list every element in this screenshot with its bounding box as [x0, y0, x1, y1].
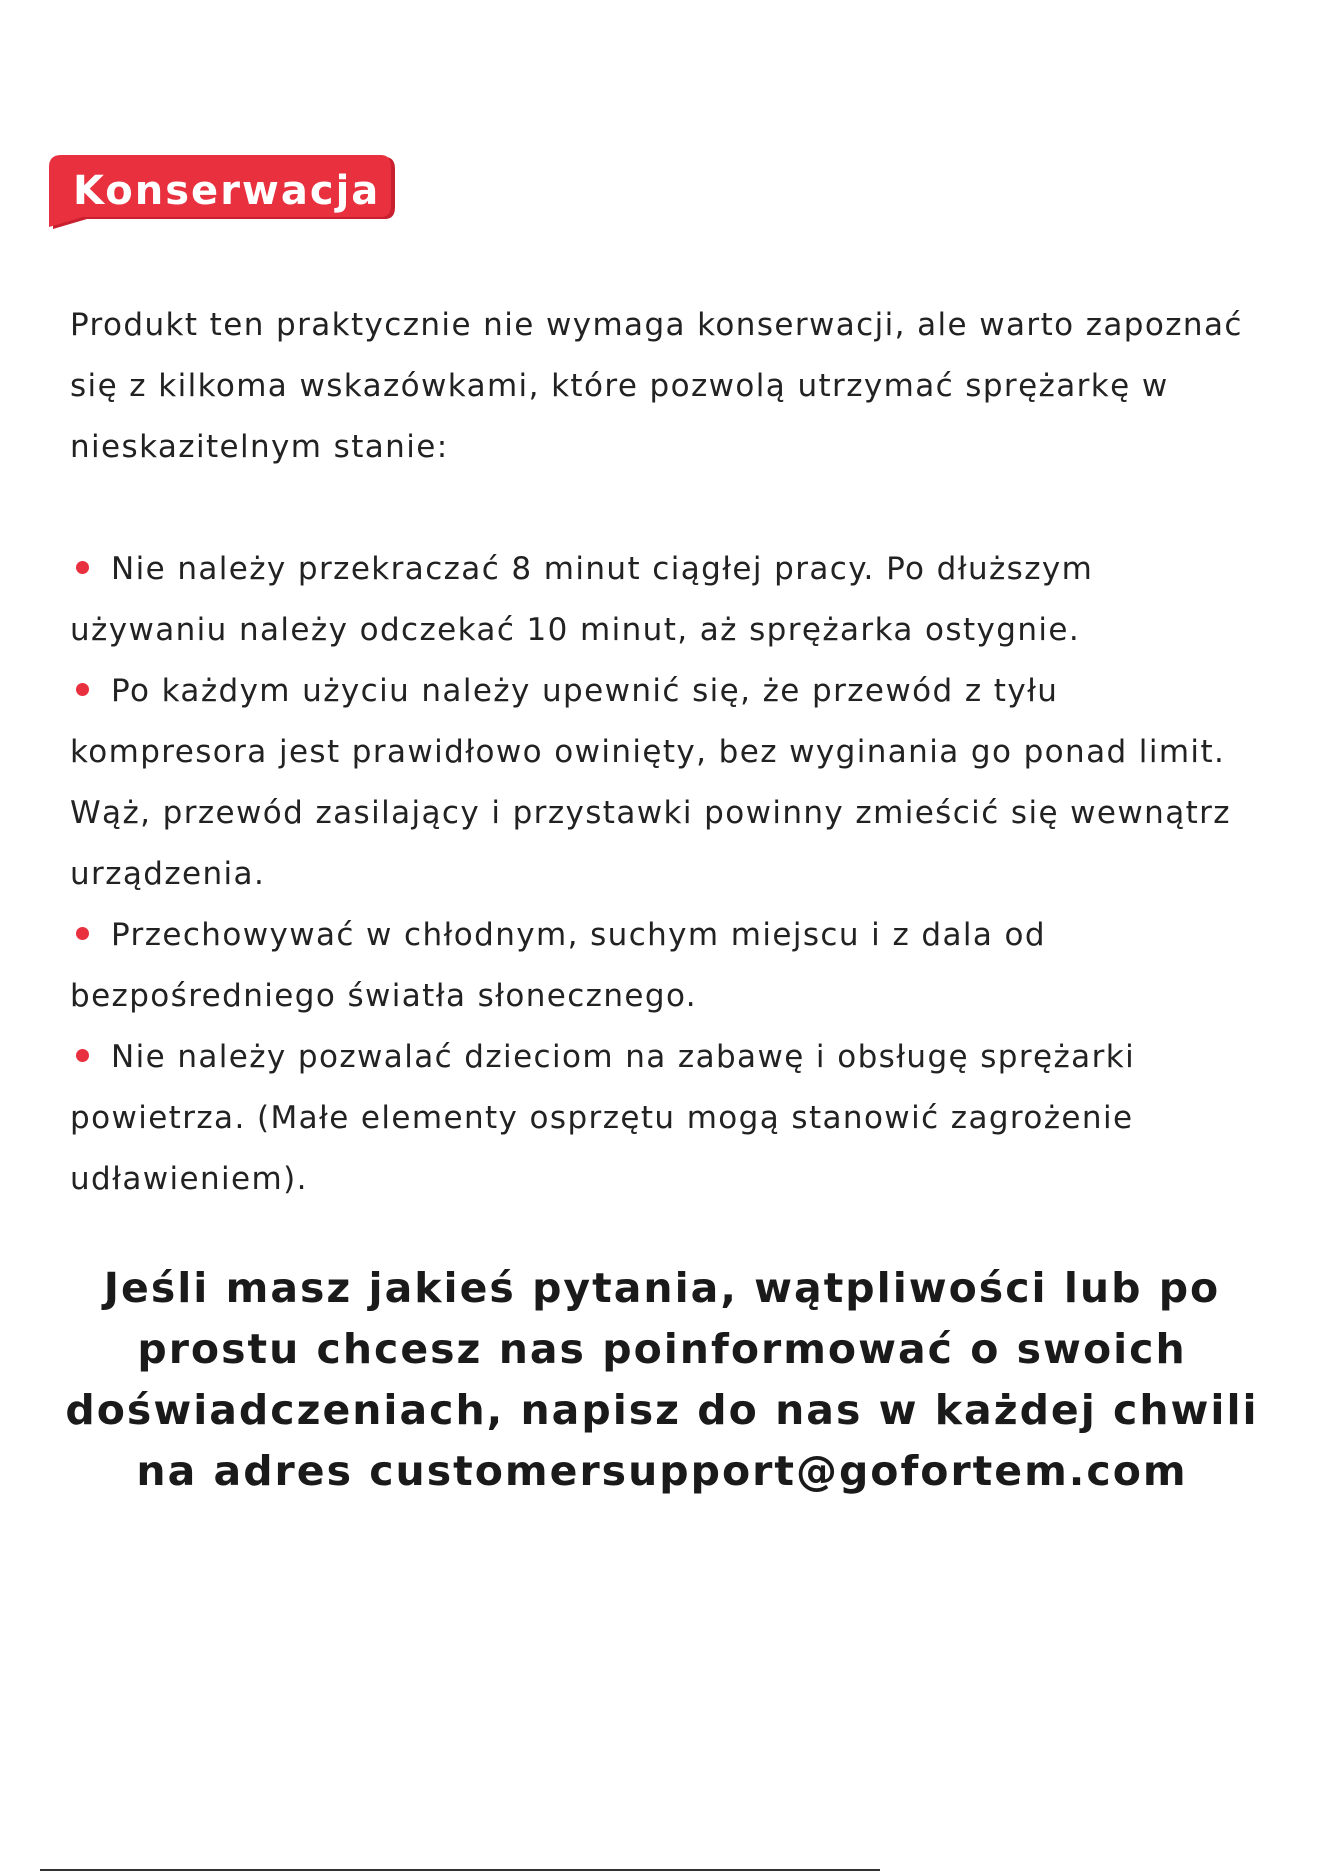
list-item	[70, 539, 1260, 661]
bullet-dot-icon	[76, 927, 89, 940]
maintenance-content	[70, 295, 1260, 1210]
bullet-dot-icon	[76, 1049, 89, 1062]
section-title-tag	[47, 155, 397, 230]
bullet-dot-icon	[76, 561, 89, 574]
page-divider	[40, 1869, 880, 1871]
section-title: Konserwacja	[73, 168, 381, 214]
list-item-text: Nie należy pozwalać dzieciom na zabawę i obsługę sprężarki powietrza. (Małe elementy osprzętu mogą stanowić zagrożenie udławieniem).	[70, 1039, 1136, 1197]
intro-paragraph: Produkt ten praktycznie nie wymaga konserwacji, ale warto zapoznać się z kilkoma wskazówkami, które pozwolą utrzymać sprężarkę w nieskazitelnym stanie:	[70, 307, 1243, 465]
list-item-text: Przechowywać w chłodnym, suchym miejscu i z dala od bezpośredniego światła słonecznego.	[70, 917, 1046, 1014]
list-item	[70, 661, 1260, 905]
bullet-dot-icon	[76, 683, 89, 696]
list-item-text: Po każdym użyciu należy upewnić się, że przewód z tyłu kompresora jest prawidłowo owinięty, bez wyginania go ponad limit. Wąż, przewód zasilający i przystawki powinny zmieścić się wewnątrz urządzenia.	[70, 673, 1231, 892]
contact-paragraph: Jeśli masz jakieś pytania, wątpliwości lub po prostu chcesz nas poinformować o swoich doświadczeniach, napisz do nas w każdej chwili na adres customersupport@gofortem.com	[65, 1264, 1259, 1495]
list-item	[70, 905, 1260, 1027]
list-item	[70, 1027, 1260, 1210]
list-item-text: Nie należy przekraczać 8 minut ciągłej pracy. Po dłuższym używaniu należy odczekać 10 minut, aż sprężarka ostygnie.	[70, 551, 1094, 648]
